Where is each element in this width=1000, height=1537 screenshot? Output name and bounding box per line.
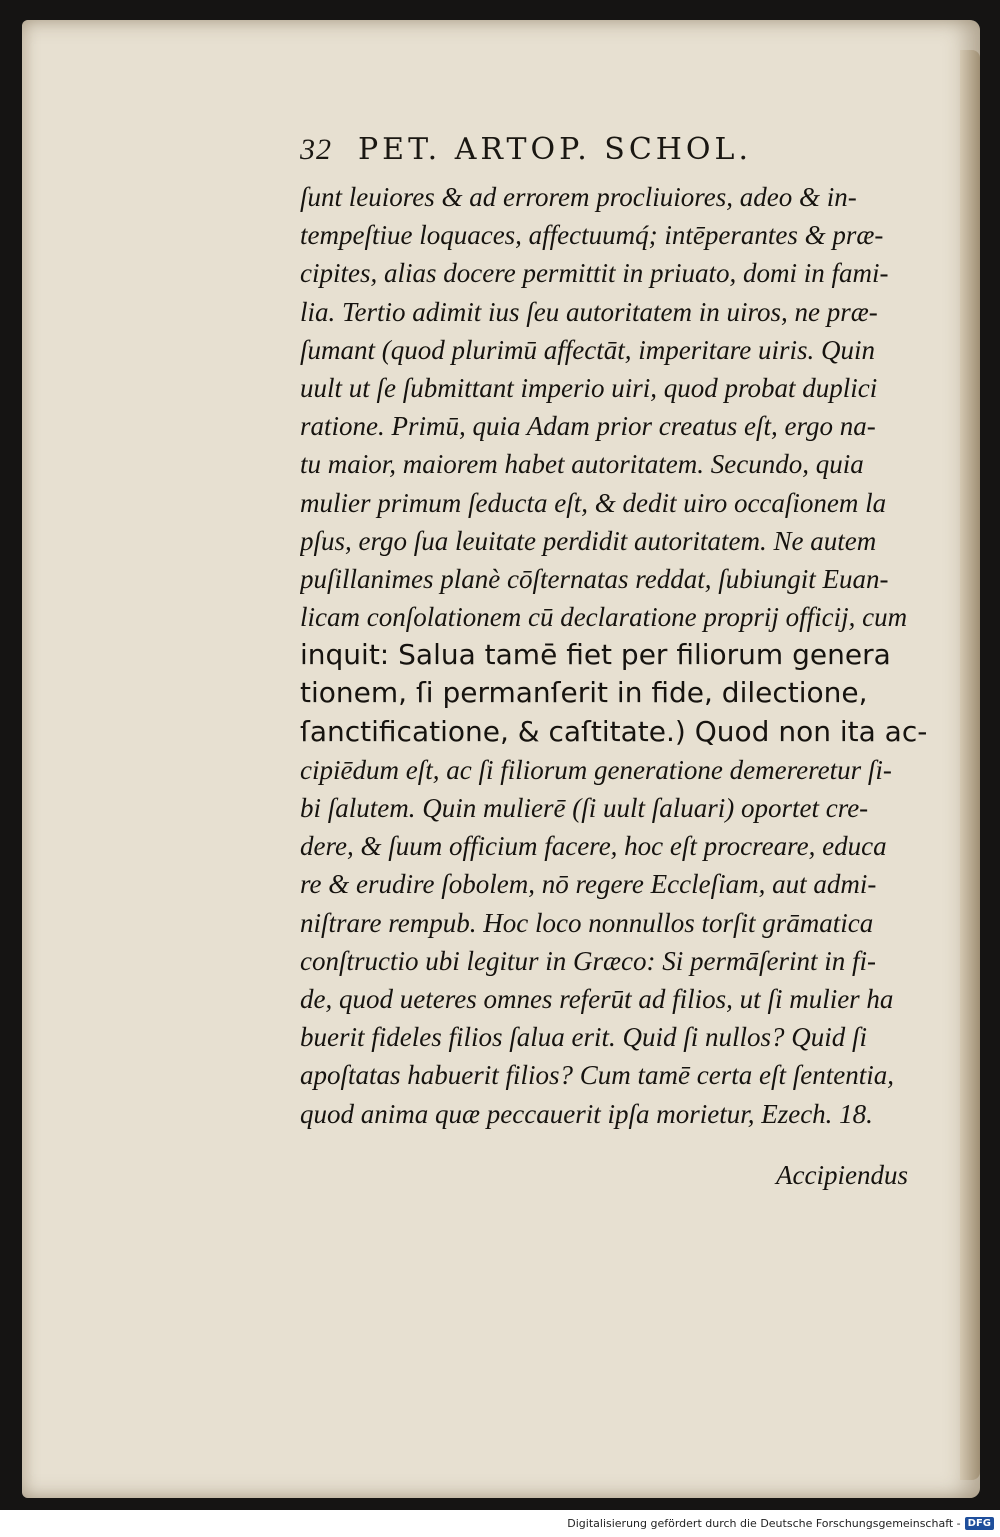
catchword: Accipiendus (776, 1160, 908, 1190)
funding-credit: Digitalisierung gefördert durch die Deutsche Forschungsgemeinschaft - (567, 1517, 961, 1530)
text-line: uult ut ſe ſubmittant imperio uiri, quod probat duplici (300, 372, 878, 403)
text-line: ratione. Primū, quia Adam prior creatus eſt, ergo na- (300, 411, 876, 442)
text-line: cipiēdum eſt, ac ſi filiorum generatione demereretur ſi- (300, 754, 892, 785)
text-line: ſanctificatione, & caſtitate.) Quod non ita ac- (300, 714, 928, 748)
text-line: inquit: Salua tamē fiet per filiorum genera (300, 638, 891, 672)
text-line: quod anima quæ peccauerit ipſa morietur, Ezech. 18. (300, 1098, 873, 1129)
text-line: conſtructio ubi legitur in Græco: Si permāſerint in fi- (300, 945, 876, 976)
text-line: tionem, ſi permanſerit in fide, dilectione, (300, 676, 868, 710)
text-line: bi ſalutem. Quin mulierē (ſi uult ſaluari) oportet cre- (300, 793, 869, 823)
text-line: apoſtatas habuerit filios? Cum tamē certa eſt ſententia, (300, 1060, 894, 1091)
running-title: PET. ARTOP. SCHOL. (358, 132, 752, 167)
digitization-footer (0, 1510, 1000, 1537)
text-line: mulier primum ſeducta eſt, & dedit uiro occaſionem la (300, 487, 887, 518)
text-line: lia. Tertio adimit ius ſeu autoritatem in uiros, ne præ- (300, 296, 878, 327)
dfg-logo: DFG (965, 1517, 994, 1530)
page-edge (960, 50, 980, 1480)
text-line: cipites, alias docere permittit in priuato, domi in fami- (300, 258, 889, 289)
text-line: tu maior, maiorem habet autoritatem. Secundo, quia (300, 449, 864, 480)
text-line: pſus, ergo ſua leuitate perdidit autoritatem. Ne autem (300, 525, 877, 556)
running-head (300, 132, 860, 172)
text-line: buerit fideles filios ſalua erit. Quid ſi nullos? Quid ſi (300, 1022, 867, 1053)
text-line: ſunt leuiores & ad errorem procliuiores, adeo & in- (300, 182, 857, 212)
text-line: ſumant (quod plurimū affectāt, imperitare uiris. Quin (300, 334, 875, 365)
text-line: puſillanimes planè cōſternatas reddat, ſubiungit Euan- (300, 563, 889, 594)
text-line: licam conſolationem cū declaratione proprij officij, cum (300, 602, 908, 633)
body-text (300, 178, 940, 1133)
text-line: re & erudire ſobolem, nō regere Eccleſiam, aut admi- (300, 869, 877, 900)
text-line: de, quod ueteres omnes referūt ad filios, ut ſi mulier ha (300, 983, 894, 1014)
text-line: dere, & ſuum officium facere, hoc eſt procreare, educa (300, 831, 887, 862)
text-line: niſtrare rempub. Hoc loco nonnullos torſit grāmatica (300, 907, 874, 938)
page-number: 32 (300, 133, 332, 166)
text-line: tempeſtiue loquaces, affectuumq́; intēperantes & præ- (300, 220, 884, 251)
